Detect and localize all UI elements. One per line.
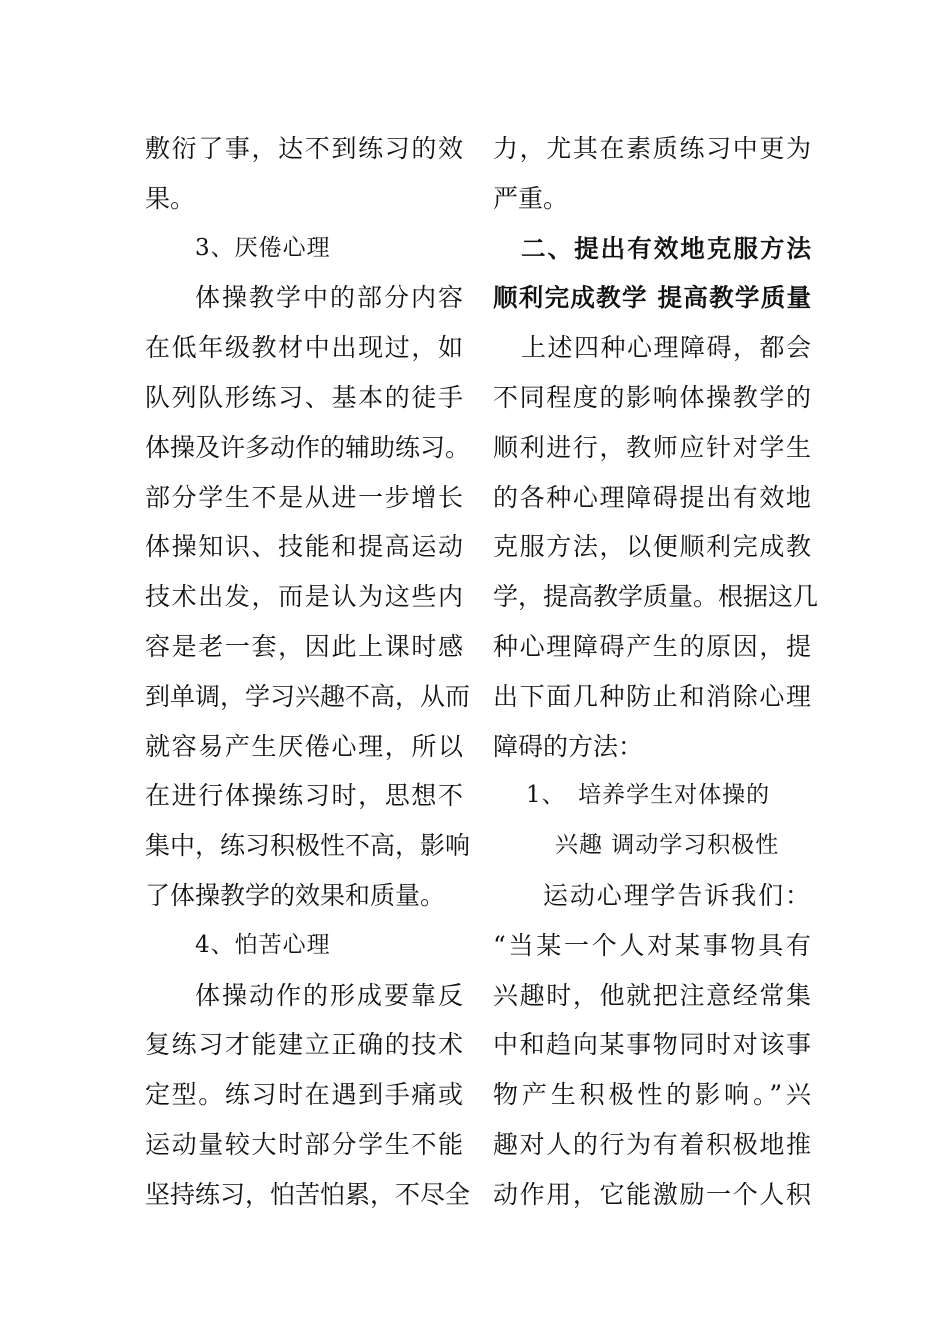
section-heading: 1、 培养学生对体操的 <box>526 782 771 809</box>
text-line: 顺利进行，教师应针对学生 <box>493 432 811 462</box>
section-heading: 4、怕苦心理 <box>195 931 331 958</box>
section-heading: 二、提出有效地克服方法 <box>521 233 811 263</box>
text-line: 体操及许多动作的辅助练习。 <box>145 432 471 462</box>
text-line: 出下面几种防止和消除心理 <box>493 681 811 711</box>
text-line: 学，提高教学质量。根据这几 <box>493 582 819 612</box>
section-heading: 兴趣 调动学习积极性 <box>555 832 780 859</box>
text-line: 就容易产生厌倦心理，所以 <box>145 731 463 761</box>
text-line: 障碍的方法： <box>493 731 644 761</box>
text-line: 物产生积极性的影响。”兴 <box>493 1080 811 1110</box>
text-line: “当某一个人对某事物具有 <box>493 930 811 960</box>
text-line: 的各种心理障碍提出有效地 <box>493 482 811 512</box>
text-line: 技术出发，而是认为这些内 <box>145 582 463 612</box>
text-line: 队列队形练习、基本的徒手 <box>145 382 463 412</box>
text-line: 集中，练习积极性不高，影响 <box>145 831 471 861</box>
left-text-column <box>145 124 471 1220</box>
text-line: 体操教学中的部分内容 <box>195 283 463 313</box>
text-line: 体操知识、技能和提高运动 <box>145 532 463 562</box>
text-line: 不同程度的影响体操教学的 <box>493 382 811 412</box>
text-line: 敷衍了事，达不到练习的效 <box>145 134 463 163</box>
text-line: 容是老一套，因此上课时感 <box>145 631 463 661</box>
text-line: 在低年级教材中出现过，如 <box>145 333 463 363</box>
right-text-column <box>493 124 819 1220</box>
text-line: 了体操教学的效果和质量。 <box>145 880 446 910</box>
text-line: 动作用，它能激励一个人积 <box>493 1179 811 1209</box>
text-line: 中和趋向某事物同时对该事 <box>493 1030 811 1060</box>
text-line: 趣对人的行为有着积极地推 <box>493 1129 811 1159</box>
text-line: 到单调，学习兴趣不高，从而 <box>145 681 471 711</box>
text-line: 兴趣时，他就把注意经常集 <box>493 980 811 1010</box>
text-line: 定型。练习时在遇到手痛或 <box>145 1080 463 1110</box>
text-line: 种心理障碍产生的原因，提 <box>493 631 811 661</box>
section-heading: 顺利完成教学 提高教学质量 <box>493 283 811 313</box>
text-line: 部分学生不是从进一步增长 <box>145 482 463 512</box>
text-line: 体操动作的形成要靠反 <box>195 980 463 1010</box>
text-line: 力，尤其在素质练习中更为 <box>493 134 811 163</box>
text-line: 果。 <box>145 183 196 213</box>
text-line: 坚持练习，怕苦怕累，不尽全 <box>145 1179 471 1209</box>
text-line: 严重。 <box>493 183 569 213</box>
text-line: 复练习才能建立正确的技术 <box>145 1030 463 1060</box>
text-line: 运动心理学告诉我们： <box>543 880 811 910</box>
text-line: 克服方法，以便顺利完成教 <box>493 532 811 562</box>
text-line: 运动量较大时部分学生不能 <box>145 1129 463 1159</box>
text-line: 在进行体操练习时，思想不 <box>145 781 463 811</box>
section-heading: 3、厌倦心理 <box>195 234 331 261</box>
text-line: 上述四种心理障碍，都会 <box>521 333 811 363</box>
